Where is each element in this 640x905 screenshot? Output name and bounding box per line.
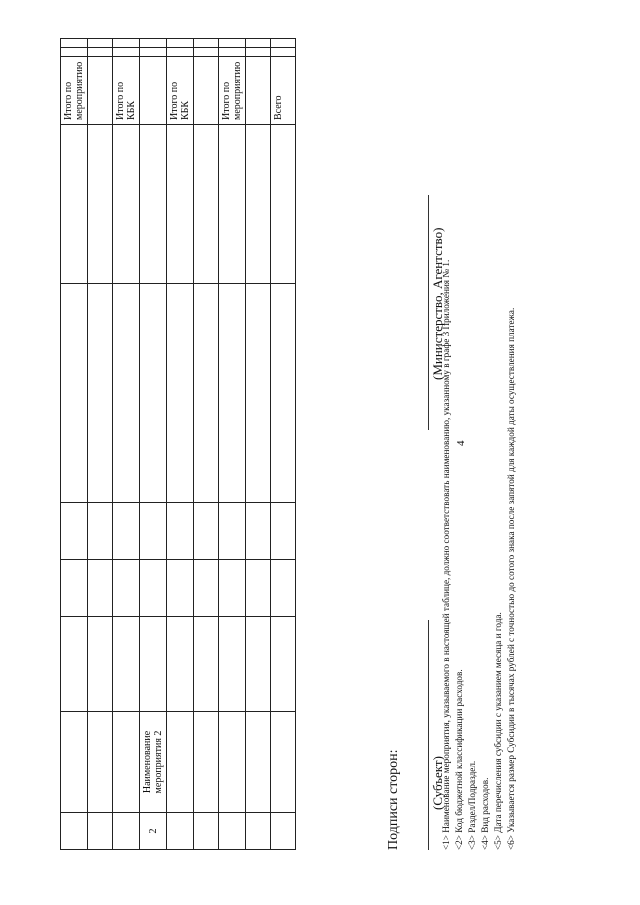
- table-cell: [113, 617, 140, 712]
- table-cell: [61, 48, 88, 57]
- table-cell: [271, 125, 296, 284]
- table-cell: [113, 503, 140, 560]
- table-cell: [219, 503, 246, 560]
- row-number-cell: [113, 813, 140, 850]
- table-cell: [194, 284, 219, 503]
- table-cell: [271, 48, 296, 57]
- footnote-1: <1> Наименование мероприятия, указываемого в настоящей таблице, должно соответствовать наименованию, указанному в графе 3 Приложения № 1.: [441, 259, 451, 850]
- signature-line-ministry: [428, 195, 429, 430]
- table-row: [167, 39, 194, 850]
- table-cell: [61, 284, 88, 503]
- signature-label-ministry: (Министерство, Агентство): [430, 227, 445, 380]
- activity-name-cell: [113, 712, 140, 813]
- table-row: [219, 39, 246, 850]
- table-cell: [246, 560, 271, 617]
- table-cell: [140, 48, 167, 57]
- table-cell: [140, 39, 167, 48]
- table-cell: [88, 560, 113, 617]
- table-cell: [113, 560, 140, 617]
- table-cell: [167, 560, 194, 617]
- table-cell: [167, 503, 194, 560]
- table-cell: [246, 125, 271, 284]
- table-cell: [113, 125, 140, 284]
- table-cell: [167, 125, 194, 284]
- row-number-cell: [88, 813, 113, 850]
- table-cell: [113, 284, 140, 503]
- subsidy-table: [60, 38, 296, 850]
- table-cell: Итого по мероприятию: [61, 57, 88, 125]
- activity-name-cell: [88, 712, 113, 813]
- table-cell: [246, 503, 271, 560]
- table-cell: [246, 48, 271, 57]
- table-cell: [271, 284, 296, 503]
- row-number-cell: [246, 813, 271, 850]
- table-cell: [61, 560, 88, 617]
- rotated-content: [40, 20, 640, 880]
- footnote-5: <5> Дата перечисления субсидии с указанием месяца и года.: [493, 612, 503, 850]
- table-cell: [271, 560, 296, 617]
- table-cell: [88, 125, 113, 284]
- activity-name-cell: [271, 712, 296, 813]
- table-cell: [167, 48, 194, 57]
- footnote-6: <6> Указывается размер Субсидии в тысячах рублей с точностью до сотого знака после запятой для каждой даты осуществления платежа.: [506, 307, 516, 850]
- footnote-4: <4> Вид расходов.: [480, 777, 490, 850]
- signature-line-subject: [428, 620, 429, 850]
- table-row: [246, 39, 271, 850]
- table-cell: [194, 39, 219, 48]
- activity-name-cell: [219, 712, 246, 813]
- table-cell: [140, 503, 167, 560]
- table-row: [271, 39, 296, 850]
- table-cell: [271, 39, 296, 48]
- table-cell: [246, 57, 271, 125]
- table-cell: [194, 57, 219, 125]
- table-cell: [167, 39, 194, 48]
- row-number-cell: [167, 813, 194, 850]
- table-cell: [140, 57, 167, 125]
- table-cell: [88, 617, 113, 712]
- activity-name-cell: [194, 712, 219, 813]
- table-cell: [61, 503, 88, 560]
- table-cell: [88, 284, 113, 503]
- page-number: 4: [455, 440, 467, 446]
- table-cell: [194, 503, 219, 560]
- table-cell: [219, 39, 246, 48]
- activity-name-cell: [167, 712, 194, 813]
- table-cell: [194, 48, 219, 57]
- table-cell: [140, 125, 167, 284]
- table-cell: [113, 39, 140, 48]
- table-cell: Итого по мероприятию: [219, 57, 246, 125]
- table-cell: [88, 48, 113, 57]
- table-cell: [246, 284, 271, 503]
- table-cell: [113, 48, 140, 57]
- table-cell: [140, 560, 167, 617]
- table-cell: [246, 39, 271, 48]
- table-cell: [61, 39, 88, 48]
- table-row: [113, 39, 140, 850]
- table-cell: [219, 284, 246, 503]
- table-cell: [219, 125, 246, 284]
- signatures-title: Подписи сторон:: [386, 749, 401, 850]
- table-cell: [194, 125, 219, 284]
- table-cell: [61, 617, 88, 712]
- table-cell: [167, 617, 194, 712]
- activity-name-cell: [246, 712, 271, 813]
- activity-name-cell: Наименование мероприятия 2: [140, 712, 167, 813]
- table-cell: [219, 560, 246, 617]
- footnote-2: <2> Код бюджетной классификации расходов.: [454, 669, 464, 850]
- table-cell: [194, 617, 219, 712]
- table-cell: [194, 560, 219, 617]
- table-row: [88, 39, 113, 850]
- table-cell: [140, 617, 167, 712]
- table-cell: [246, 617, 271, 712]
- table-cell: [271, 617, 296, 712]
- footnote-3: <3> Раздел/Подраздел.: [467, 760, 477, 850]
- footnotes: [440, 38, 518, 850]
- table-cell: [219, 617, 246, 712]
- row-number-cell: 2: [140, 813, 167, 850]
- table-cell: [219, 48, 246, 57]
- table-cell: Итого по КБК: [167, 57, 194, 125]
- row-number-cell: [271, 813, 296, 850]
- activity-name-cell: [61, 712, 88, 813]
- table-row: [194, 39, 219, 850]
- table-row: [61, 39, 88, 850]
- table-row: [140, 39, 167, 850]
- signature-label-subject: (Субъект): [430, 756, 445, 810]
- table-cell: [88, 503, 113, 560]
- table-cell: [88, 39, 113, 48]
- row-number-cell: [61, 813, 88, 850]
- table-cell: Всего: [271, 57, 296, 125]
- table-cell: [167, 284, 194, 503]
- table-cell: Итого по КБК: [113, 57, 140, 125]
- table-cell: [88, 57, 113, 125]
- row-number-cell: [194, 813, 219, 850]
- table-cell: [140, 284, 167, 503]
- table-cell: [61, 125, 88, 284]
- table-cell: [271, 503, 296, 560]
- row-number-cell: [219, 813, 246, 850]
